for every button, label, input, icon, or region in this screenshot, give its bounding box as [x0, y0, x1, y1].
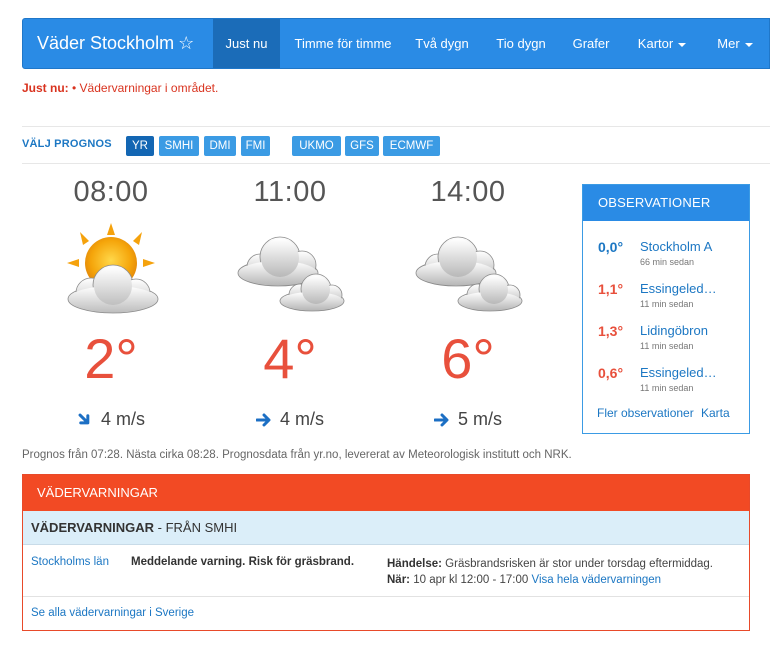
forecast-column-1100	[205, 176, 375, 430]
nav-just-nu[interactable]: Just nu	[213, 19, 280, 68]
source-gfs-button[interactable]: GFS	[345, 136, 379, 156]
forecast-temperature: 4°	[263, 327, 317, 390]
navbar	[22, 18, 770, 69]
forecast-temperature: 2°	[84, 327, 138, 390]
cloudy-icon	[230, 219, 350, 319]
source-yr-button[interactable]: YR	[126, 136, 154, 156]
forecast-column-0800	[26, 176, 196, 430]
more-observations-link[interactable]: Fler observationer	[597, 406, 694, 420]
nav-grafer[interactable]: Grafer	[572, 36, 610, 51]
current-alert-label: Just nu:	[22, 81, 69, 95]
observations-title: OBSERVATIONER	[583, 185, 749, 221]
nav-kartor[interactable]	[627, 19, 697, 68]
forecast-wind	[26, 409, 196, 430]
forecast-time: 14:00	[430, 176, 506, 208]
observation-time: 66 min sedan	[640, 257, 695, 267]
caret-down-icon	[745, 43, 753, 47]
warning-row	[23, 545, 749, 597]
warnings-source-rest: - FRÅN SMHI	[154, 520, 238, 535]
current-alert	[22, 81, 218, 95]
forecast-time: 08:00	[73, 176, 149, 208]
warning-event-text: Gräsbrandsrisken är stor under torsdag eftermiddag.	[441, 558, 713, 570]
observation-station[interactable]: Essingeled…	[640, 281, 717, 296]
map-link[interactable]: Karta	[701, 406, 730, 420]
divider	[22, 126, 770, 127]
star-icon[interactable]: ☆	[178, 33, 195, 53]
warnings-source-bold: VÄDERVARNINGAR	[31, 520, 155, 535]
observation-temp: 1,3°	[598, 323, 624, 339]
observation-row[interactable]	[583, 363, 749, 403]
warning-event-label: Händelse:	[387, 558, 442, 570]
forecast-wind	[383, 409, 553, 430]
source-dmi-button[interactable]: DMI	[204, 136, 236, 156]
observation-row[interactable]	[583, 237, 749, 277]
forecast-credit: Prognos från 07:28. Nästa cirka 08:28. Prognosdata från yr.no, levererat av Meteorologisk institutt och NRK.	[22, 449, 572, 461]
warnings-source	[23, 511, 749, 545]
observation-time: 11 min sedan	[640, 299, 694, 309]
nav-mer-label: Mer	[717, 36, 740, 51]
observation-time: 11 min sedan	[640, 383, 694, 393]
nav-mer[interactable]	[705, 19, 765, 68]
source-smhi-button[interactable]: SMHI	[159, 136, 199, 156]
warning-region-link[interactable]: Stockholms län	[31, 556, 109, 568]
wind-arrow-e-icon	[434, 412, 450, 428]
prognos-label: VÄLJ PROGNOS	[22, 138, 112, 150]
observations-panel	[582, 184, 750, 434]
forecast-wind-speed: 4 m/s	[100, 409, 145, 429]
current-alert-text[interactable]: • Vädervarningar i området.	[68, 81, 219, 95]
observation-station[interactable]: Stockholm A	[640, 239, 713, 254]
nav-tio-dygn[interactable]: Tio dygn	[496, 36, 546, 51]
forecast-column-1400	[383, 176, 553, 430]
caret-down-icon	[678, 43, 686, 47]
divider	[22, 163, 770, 164]
observation-row[interactable]	[583, 321, 749, 361]
warnings-panel	[22, 474, 750, 631]
forecast-wind	[205, 409, 375, 430]
forecast-wind-speed: 5 m/s	[457, 409, 502, 429]
observation-time: 11 min sedan	[640, 341, 694, 351]
forecast-wind-speed: 4 m/s	[279, 409, 324, 429]
forecast-time: 11:00	[253, 176, 327, 208]
warning-when-text: 10 apr kl 12:00 - 17:00	[410, 574, 532, 586]
nav-tva-dygn[interactable]: Två dygn	[415, 36, 469, 51]
cloudy-icon	[408, 219, 528, 319]
view-full-warning-link[interactable]: Visa hela vädervarningen	[531, 574, 662, 586]
nav-kartor-label: Kartor	[637, 36, 674, 51]
observation-temp: 1,1°	[598, 281, 624, 297]
partly-sunny-cloud-icon	[51, 219, 171, 319]
all-warnings-link[interactable]: Se alla vädervarningar i Sverige	[31, 607, 195, 619]
source-fmi-button[interactable]: FMI	[241, 136, 270, 156]
forecast-temperature: 6°	[441, 327, 495, 390]
observation-temp: 0,6°	[598, 365, 624, 381]
observation-station[interactable]: Lidingöbron	[640, 323, 708, 338]
source-ukmo-button[interactable]: UKMO	[292, 136, 341, 156]
warning-message: Meddelande varning. Risk för gräsbrand.	[131, 556, 355, 568]
observation-temp: 0,0°	[598, 239, 624, 255]
observation-row[interactable]	[583, 279, 749, 319]
source-ecmwf-button[interactable]: ECMWF	[383, 136, 440, 156]
wind-arrow-se-icon	[77, 412, 93, 428]
warning-when-label: När:	[387, 574, 411, 586]
nav-timme-for-timme[interactable]: Timme för timme	[294, 36, 392, 51]
brand-title: Väder Stockholm	[37, 33, 175, 53]
warnings-title: VÄDERVARNINGAR	[23, 475, 749, 511]
warning-detail	[387, 556, 713, 588]
observation-station[interactable]: Essingeled…	[640, 365, 717, 380]
brand[interactable]	[37, 33, 194, 54]
wind-arrow-e-icon	[256, 412, 272, 428]
